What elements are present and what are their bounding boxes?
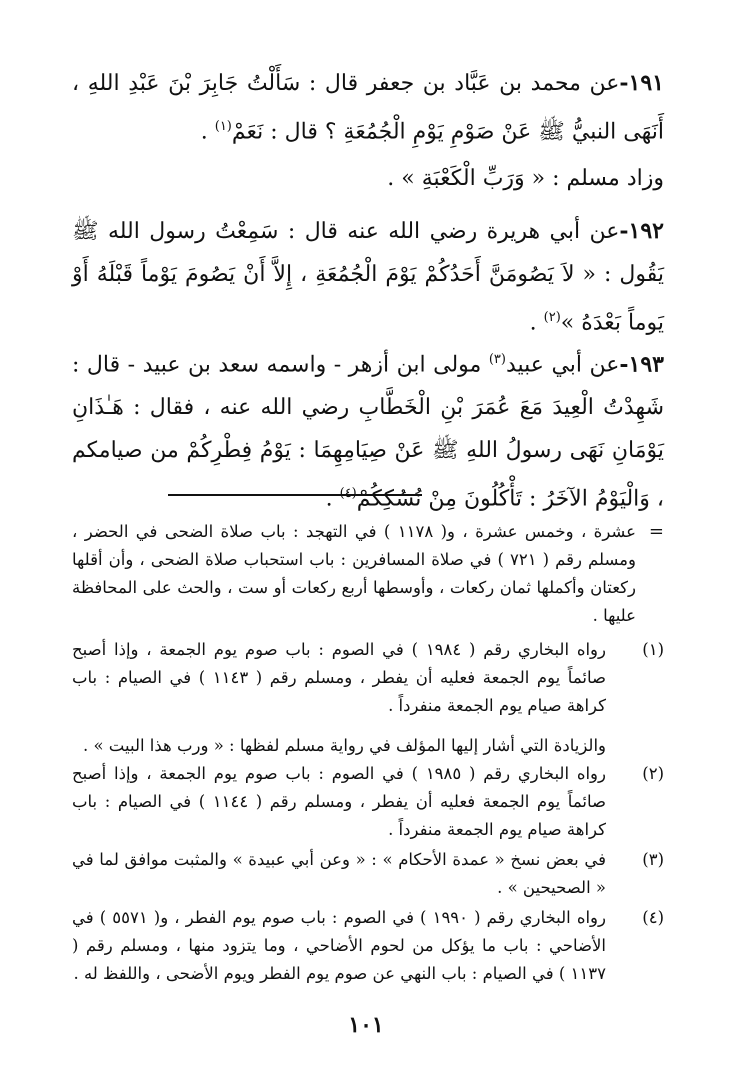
footnote-1-extra: والزيادة التي أشار إليها المؤلف في رواية مسلم لفظها : « ورب هذا البيت » . xyxy=(82,736,606,755)
footnote-2 xyxy=(72,760,664,844)
hadith-end: . xyxy=(325,486,340,512)
hadith-text: عن محمد بن عَبَّاد بن جعفر قال : سَأَلْتُ جَابِرَ بْنَ عَبْدِ اللهِ ، أَنَهَى النبيُّ ﷺ عَنْ صَوْمِ يَوْمِ الْجُمُعَةِ ؟ قال : نَعَمْ xyxy=(72,71,664,145)
page-number: ١٠١ xyxy=(348,1012,384,1038)
footnote-ref[interactable]: (٤) xyxy=(339,486,357,502)
footnote-continuation: عشرة ، وخمس عشرة ، و( ١١٧٨ ) في التهجد : باب صلاة الضحى في الحضر ، ومسلم رقم ( ٧٢١ ) في صلاة المسافرين : باب استحباب صلاة الضحى ، وأن أقلها ركعتان وأكملها ثمان ركعات ، وأوسطها أربع ركعات أو ست ، والحث على المحافظة عليها . xyxy=(72,522,636,625)
continuation-mark: = xyxy=(648,521,664,542)
hadith-191-extra: وزاد مسلم : « وَرَبِّ الْكَعْبَةِ » . xyxy=(387,166,664,192)
footnote-text: رواه البخاري رقم ( ١٩٩٠ ) في الصوم : باب صوم يوم الفطر ، و( ٥٥٧١ ) في الأضاحي : باب ما يؤكل من لحوم الأضاحي ، وما يتزود منها ، ومسلم رقم ( ١١٣٧ ) في الصيام : باب النهي عن صوم يوم الفطر ويوم الأضحى ، واللفظ له . xyxy=(72,908,606,983)
footnote-text: رواه البخاري رقم ( ١٩٨٥ ) في الصوم : باب صوم يوم الجمعة ، وإذا أصبح صائماً يوم الجمعة فعليه أن يفطر ، ومسلم رقم ( ١١٤٤ ) في الصيام : باب كراهة صيام يوم الجمعة منفرداً . xyxy=(72,764,606,839)
footnote-3 xyxy=(72,846,664,902)
hadith-number: ١٩١- xyxy=(619,70,664,96)
footnote-ref[interactable]: (١) xyxy=(214,119,232,134)
hadith-191 xyxy=(72,62,664,200)
hadith-end: . xyxy=(200,119,215,145)
hadith-text: مولى ابن أزهر - واسمه سعد بن عبيد - قال : شَهِدْتُ الْعِيدَ مَعَ عُمَرَ بْنِ الْخَطَّابِ رضي الله عنه ، فقال : هَـٰذَانِ يَوْمَانِ نَهَى رسولُ اللهِ ﷺ عَنْ صِيَامِهِمَا : يَوْمُ فِطْرِكُمْ من صيامكم ، وَالْيَوْمُ الآخَرُ : تَأْكُلُونَ مِنْ نُسُكِكُمْ xyxy=(72,352,664,512)
footnote-divider xyxy=(168,494,422,496)
hadith-end: . xyxy=(529,310,544,336)
hadith-number: ١٩٢- xyxy=(619,218,664,244)
hadith-number: ١٩٣- xyxy=(619,351,664,378)
hadith-text-start: عن أبي عبيد xyxy=(505,352,620,378)
footnote-1 xyxy=(72,636,664,720)
footnote-text: رواه البخاري رقم ( ١٩٨٤ ) في الصوم : باب صوم يوم الجمعة ، وإذا أصبح صائماً يوم الجمعة فعليه أن يفطر ، ومسلم رقم ( ١١٤٣ ) في الصيام : باب كراهة صيام يوم الجمعة منفرداً . xyxy=(72,640,606,715)
hadith-192 xyxy=(72,210,664,344)
hadith-192-body xyxy=(72,210,664,344)
hadith-text: عن أبي هريرة رضي الله عنه قال : سَمِعْتُ رسول الله ﷺ يَقُول : « لاَ يَصُومَنَّ أَحَدُكُمْ يَوْمَ الْجُمُعَةِ ، إِلاَّ أَنْ يَصُومَ يَوْماً قَبْلَهُ أَوْ يَوماً بَعْدَهُ » xyxy=(72,219,664,336)
footnote-ref[interactable]: (٢) xyxy=(543,310,561,325)
footnote-number: (٤) xyxy=(642,908,664,927)
footnote-ref[interactable]: (٣) xyxy=(488,352,506,367)
footnote-number: (١) xyxy=(642,640,664,659)
footnote-number: (٢) xyxy=(642,764,664,783)
footnote-4 xyxy=(72,904,664,988)
footnote-number: (٣) xyxy=(642,850,664,869)
hadith-191-body xyxy=(72,62,664,153)
footnote-text: في بعض نسخ « عمدة الأحكام » : « وعن أبي عبيدة » والمثبت موافق لما في « الصحيحين » . xyxy=(72,850,606,897)
